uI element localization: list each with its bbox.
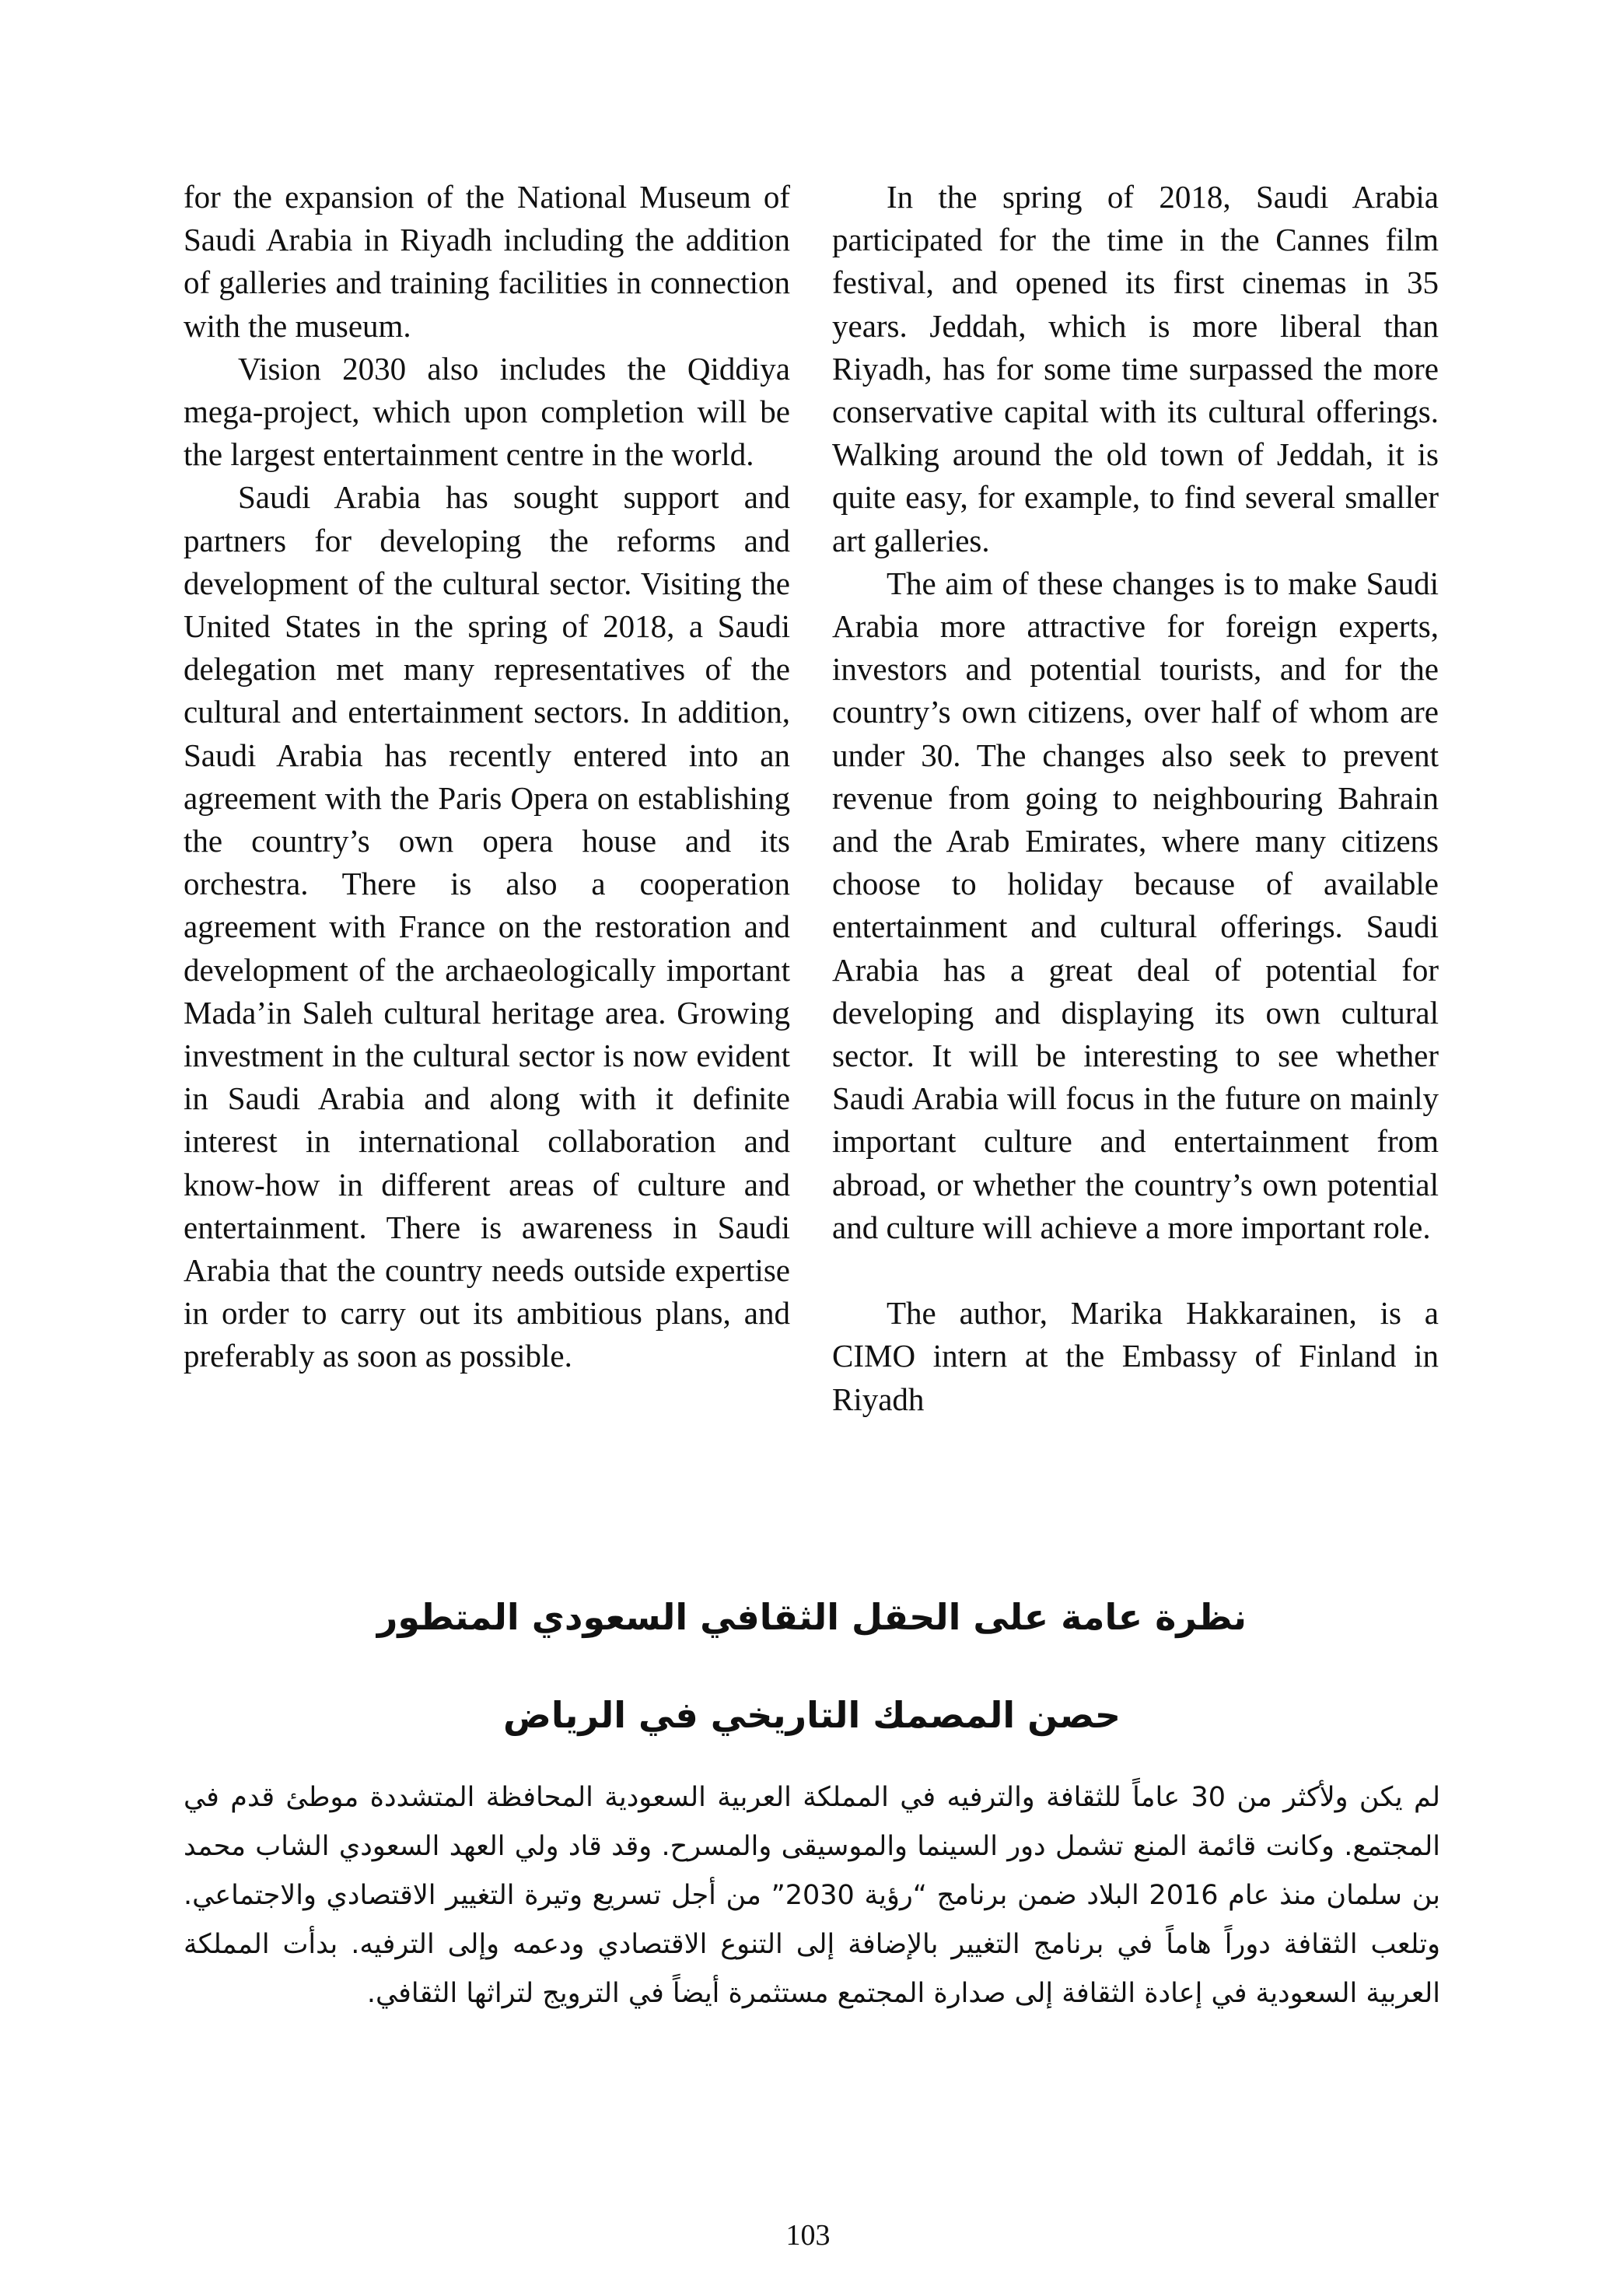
- left-paragraph-2: Vision 2030 also includes the Qiddiya mega-project, which upon completion will be the largest entertainment centre in the world.: [184, 350, 790, 473]
- arabic-body-paragraph: لم يكن ولأكثر من 30 عاماً للثقافة والترفيه في المملكة العربية السعودية المحافظة المتشددة موطئ قدم في المجتمع. وكانت قائمة المنع تشمل دور السينما والموسيقى والمسرح. وقد قاد ولي العهد السعودي الشاب محمد بن سلمان منذ عام 2016 البلاد ضمن برنامج “رؤية 2030” من أجل تسريع وتيرة التغيير الاقتصادي والاجتماعي. وتلعب الثقافة دوراً هاماً في برنامج التغيير بالإضافة إلى التنوع الاقتصادي ودعمه وإلى الترفيه. بدأت المملكة العربية السعودية في إعادة الثقافة إلى صدارة المجتمع مستثمرة أيضاً في الترويج لتراثها الثقافي.: [184, 1782, 1440, 2009]
- right-paragraph-2: The aim of these changes is to make Saudi Arabia more attractive for foreign experts, investors and potential tourists, and for the country’s own citizens, over half of whom are under 30. The changes also seek to prevent revenue from going to neighbouring Bahrain and the Arab Emirates, where many citizens choose to holiday because of available entertainment and cultural offerings. Saudi Arabia has a great deal of potential for developing and displaying its own cultural sector. It will be interesting to see whether Saudi Arabia will focus in the future on mainly important culture and entertainment from abroad, or whether the country’s own potential and culture will achieve a more important role.: [832, 565, 1439, 1245]
- arabic-section-title: نظرة عامة على الحقل الثقافي السعودي المتطور: [376, 1596, 1247, 1638]
- right-column: [832, 176, 1439, 1421]
- page-number: 103: [785, 2219, 831, 2252]
- arabic-section-subtitle: حصن المصمك التاريخي في الرياض: [502, 1694, 1121, 1736]
- right-paragraph-1: In the spring of 2018, Saudi Arabia participated for the time in the Cannes film festival, and opened its first cinemas in 35 years. Jeddah, which is more liberal than Riyadh, has for some time surpassed the more conservative capital with its cultural offerings. Walking around the old town of Jeddah, it is quite easy, for example, to find several smaller art galleries.: [832, 179, 1439, 558]
- left-column: [184, 176, 790, 1378]
- left-paragraph-1: for the expansion of the National Museum of Saudi Arabia in Riyadh including the addition of galleries and training facilities in connection with the museum.: [184, 179, 790, 344]
- author-note: The author, Marika Hakkarainen, is a CIMO intern at the Embassy of Finland in Riyadh: [832, 1295, 1439, 1417]
- paragraph-spacer: [832, 1249, 1439, 1292]
- left-paragraph-3: Saudi Arabia has sought support and partners for developing the reforms and development of the cultural sector. Visiting the United States in the spring of 2018, a Saudi delegation met many representatives of the cultural and entertainment sectors. In addition, Saudi Arabia has recently entered into an agreement with the Paris Opera on establishing the country’s own opera house and its orchestra. There is also a cooperation agreement with France on the restoration and development of the archaeologically important Mada’in Saleh cultural heritage area. Growing investment in the cultural sector is now evident in Saudi Arabia and along with it definite interest in international collaboration and know-how in different areas of culture and entertainment. There is awareness in Saudi Arabia that the country needs outside expertise in order to carry out its ambitious plans, and preferably as soon as possible.: [184, 479, 790, 1374]
- two-column-text: [184, 176, 1440, 1467]
